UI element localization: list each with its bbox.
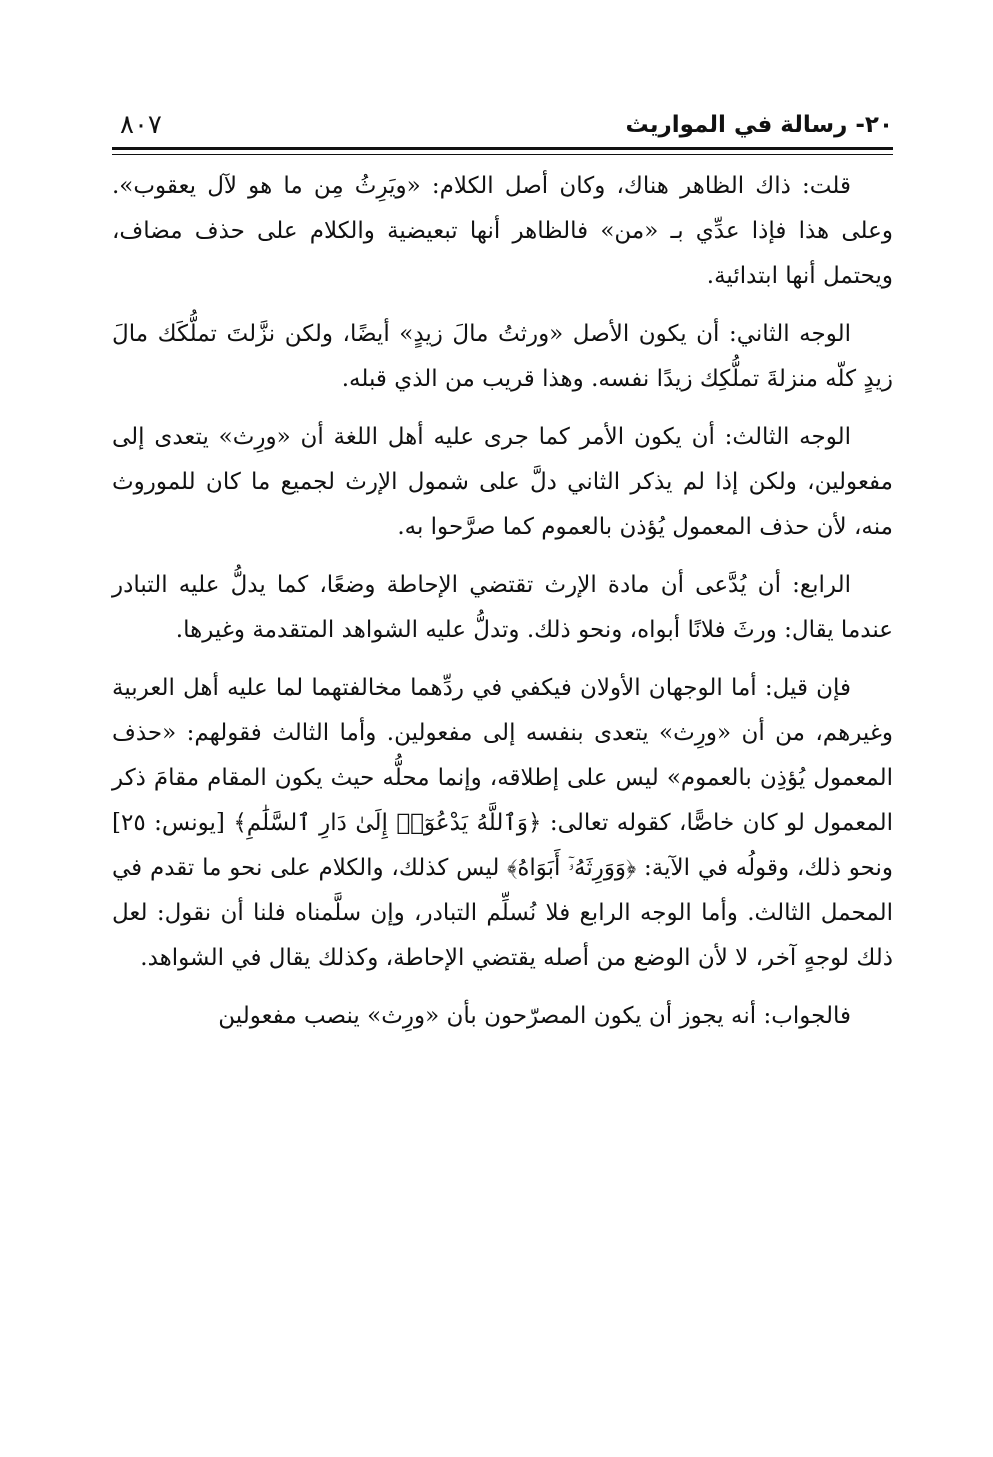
paragraph-intro: قلت: ذاك الظاهر هناك، وكان أصل الكلام: «ويَرِثُ مِن ما هو لآل يعقوب». وعلى هذا فإذا عدِّي بـ «من» فالظاهر أنها تبعيضية والكلام على حذف مضاف، ويحتمل أنها ابتدائية. [112,173,893,289]
running-title: ٢٠- رسالة في المواريث [625,112,893,138]
page-header [112,104,893,146]
paragraph-fourth-aspect: الرابع: أن يُدَّعى أن مادة الإرث تقتضي الإحاطة وضعًا، كما يدلُّ عليه التبادر عندما يقال: ورثَ فلانًا أبواه، ونحو ذلك. وتدلُّ عليه الشواهد المتقدمة وغيرها. [112,572,893,643]
header-rule-thick [112,147,893,150]
header-rule-thin [112,154,893,155]
paragraph-answer: فالجواب: أنه يجوز أن يكون المصرّحون بأن «ورِث» ينصب مفعولين [218,1003,851,1029]
main-text [112,164,893,1039]
paragraph-second-aspect: الوجه الثاني: أن يكون الأصل «ورثتُ مالَ زيدٍ» أيضًا، ولكن نزَّلتَ تملُّكَك مالَ زيدٍ كلّه منزلةَ تملُّكِك زيدًا نفسه. وهذا قريب من الذي قبله. [112,321,893,392]
paragraph-third-aspect: الوجه الثالث: أن يكون الأمر كما جرى عليه أهل اللغة أن «ورِث» يتعدى إلى مفعولين، ولكن إذا لم يذكر الثاني دلَّ على شمول الإرث لجميع ما كان للموروث منه، لأن حذف المعمول يُؤذن بالعموم كما صرَّحوا به. [112,424,893,540]
paragraph-objection: فإن قيل: أما الوجهان الأولان فيكفي في ردِّهما مخالفتهما لما عليه أهل العربية وغيرهم، من أن «ورِث» يتعدى بنفسه إلى مفعولين. وأما الثالث فقولهم: «حذف المعمول يُؤذِن بالعموم» ليس على إطلاقه، وإنما محلُّه حيث يكون المقام مقامَ ذكر المعمول لو كان خاصًّا، كقوله تعالى: ﴿وَٱللَّهُ يَدْعُوٓا۟ إِلَىٰ دَارِ ٱلسَّلَٰمِ﴾ [يونس: ٢٥] ونحو ذلك، وقولُه في الآية: ﴿وَوَرِثَهُۥٓ أَبَوَاهُ﴾ ليس كذلك، والكلام على نحو ما تقدم في المحمل الثالث. وأما الوجه الرابع فلا نُسلِّم التبادر، وإن سلَّمناه فلنا أن نقول: لعل ذلك لوجهٍ آخر، لا لأن الوضع من أصله يقتضي الإحاطة، وكذلك يقال في الشواهد. [112,675,893,971]
page-number: ٨٠٧ [120,110,162,140]
